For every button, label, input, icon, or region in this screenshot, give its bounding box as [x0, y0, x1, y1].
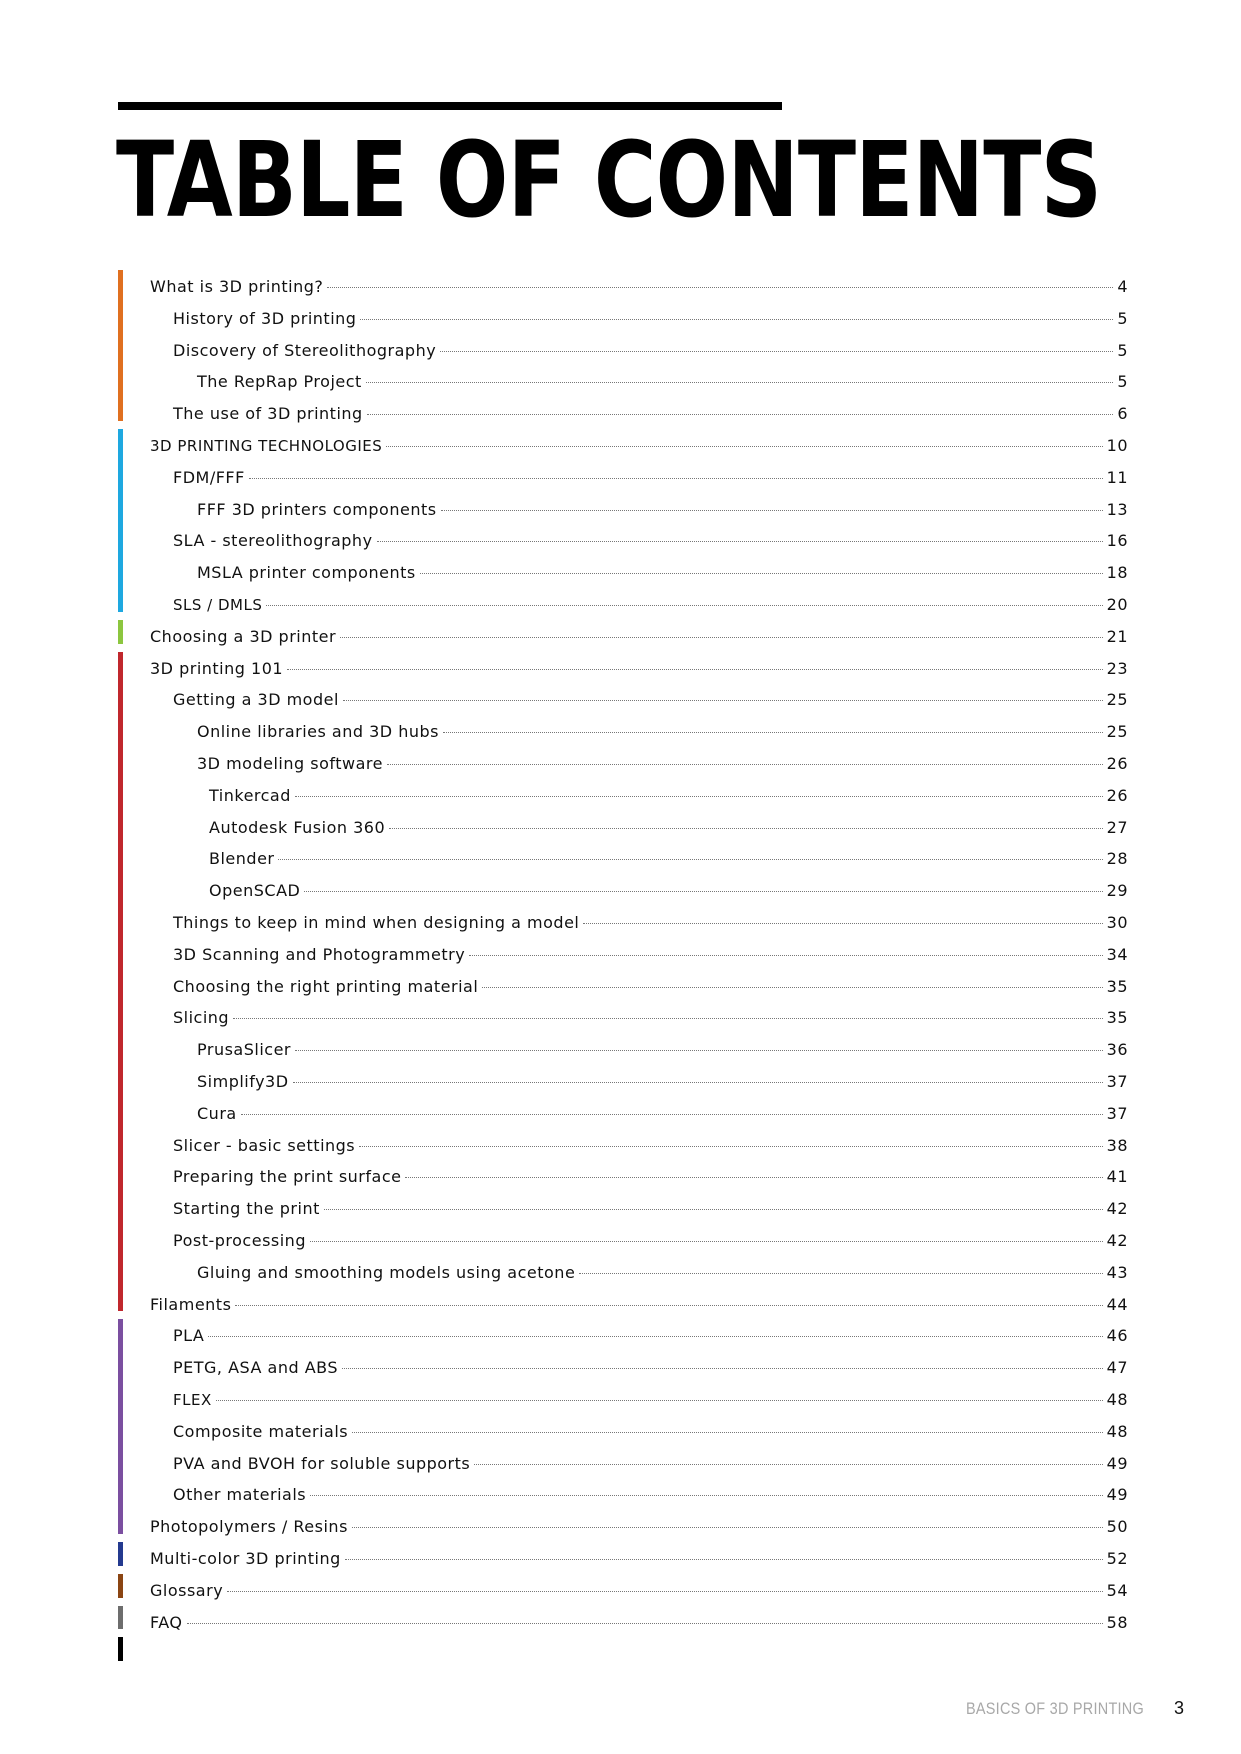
- toc-leader-dots: [352, 1432, 1103, 1433]
- toc-leader-dots: [352, 1527, 1103, 1528]
- title-rule: [118, 102, 782, 110]
- toc-entry[interactable]: [173, 1186, 1128, 1218]
- toc-leader-dots: [216, 1400, 1103, 1401]
- toc-entry-page: 43: [1106, 1262, 1128, 1282]
- toc-entry[interactable]: [173, 1441, 1128, 1473]
- toc-entry-label: Tinkercad: [209, 785, 291, 805]
- toc-leader-dots: [304, 891, 1102, 892]
- footer-label: BASICS OF 3D PRINTING: [966, 1699, 1144, 1718]
- toc-entry-label: FLEX: [173, 1391, 212, 1409]
- toc-entry-page: 13: [1106, 499, 1128, 519]
- toc-leader-dots: [367, 414, 1114, 415]
- toc-entry-label: MSLA printer components: [197, 563, 416, 583]
- toc-entry-page: 23: [1106, 658, 1128, 678]
- toc-entry[interactable]: [209, 836, 1128, 868]
- toc-entry-page: 5: [1117, 372, 1128, 392]
- toc-entry-label: 3D printing 101: [150, 658, 284, 678]
- toc-entry-page: 25: [1106, 690, 1128, 710]
- toc-leader-dots: [241, 1114, 1103, 1115]
- toc-leader-dots: [443, 732, 1103, 733]
- toc-entry-page: 42: [1106, 1231, 1128, 1250]
- toc-leader-dots: [366, 382, 1114, 383]
- toc-leader-dots: [233, 1018, 1103, 1019]
- toc-entry[interactable]: [150, 614, 1128, 646]
- toc-entry-label: FDM/FFF: [173, 467, 245, 487]
- toc-entry[interactable]: [197, 1091, 1128, 1123]
- toc-leader-dots: [295, 1050, 1103, 1051]
- toc-leader-dots: [310, 1495, 1103, 1496]
- toc-entry[interactable]: [173, 932, 1128, 964]
- section-color-bar: [118, 1574, 123, 1598]
- toc-entry-label: Autodesk Fusion 360: [209, 817, 386, 837]
- toc-leader-dots: [360, 319, 1113, 320]
- toc-entry-page: 34: [1106, 944, 1128, 964]
- toc-entry-page: 27: [1106, 817, 1128, 837]
- toc-leader-dots: [227, 1591, 1102, 1592]
- toc-entry-page: 48: [1106, 1421, 1128, 1441]
- toc-entry-label: PrusaSlicer: [197, 1040, 291, 1060]
- toc-leader-dots: [579, 1273, 1102, 1274]
- toc-entry[interactable]: [150, 264, 1128, 296]
- toc-leader-dots: [441, 510, 1103, 511]
- section-color-bar: [118, 1637, 123, 1661]
- toc-entry-label: Slicing: [173, 1008, 230, 1028]
- toc-leader-dots: [359, 1146, 1103, 1147]
- toc-entry-label: Composite materials: [173, 1421, 349, 1441]
- toc-entry[interactable]: [173, 1409, 1128, 1441]
- toc-entry-label: Things to keep in mind when designing a model: [173, 913, 580, 932]
- toc-entry-label: Simplify3D: [197, 1072, 289, 1091]
- section-color-bar: [118, 1606, 123, 1630]
- toc-leader-dots: [405, 1177, 1102, 1178]
- toc-entry-page: 52: [1106, 1549, 1128, 1568]
- toc-entry-label: Gluing and smoothing models using acetone: [197, 1262, 576, 1282]
- toc-entry-label: 3D PRINTING TECHNOLOGIES: [150, 437, 383, 455]
- toc-leader-dots: [249, 478, 1103, 479]
- toc-entry-label: 3D Scanning and Photogrammetry: [173, 944, 466, 964]
- toc-entry-page: 26: [1106, 785, 1128, 805]
- toc-entry-label: Online libraries and 3D hubs: [197, 722, 439, 742]
- toc-entry[interactable]: [150, 1504, 1128, 1536]
- toc-entry-label: History of 3D printing: [173, 308, 357, 328]
- toc-entry[interactable]: [173, 1218, 1128, 1250]
- toc-entry-page: 4: [1117, 277, 1128, 296]
- toc-entry-page: 18: [1106, 563, 1128, 583]
- toc-entry-label: Multi-color 3D printing: [150, 1549, 341, 1568]
- footer-page-number: 3: [1174, 1698, 1185, 1718]
- toc-entry-page: 5: [1117, 340, 1128, 360]
- toc-entry-page: 42: [1106, 1199, 1128, 1219]
- toc-entry-page: 20: [1106, 595, 1128, 614]
- toc-entry-label: What is 3D printing?: [150, 277, 324, 296]
- toc-entry-page: 11: [1106, 467, 1128, 487]
- toc-entry-label: Preparing the print surface: [173, 1167, 402, 1187]
- toc-entry[interactable]: [173, 1313, 1128, 1345]
- toc-entry[interactable]: [173, 296, 1128, 328]
- toc-entry[interactable]: [173, 1472, 1128, 1504]
- toc-leader-dots: [482, 987, 1102, 988]
- toc-leader-dots: [440, 351, 1113, 352]
- toc-leader-dots: [278, 859, 1102, 860]
- toc-entry-page: 21: [1106, 626, 1128, 646]
- toc-entry[interactable]: [197, 741, 1128, 773]
- toc-entry-page: 49: [1106, 1485, 1128, 1505]
- toc-entry-page: 30: [1106, 913, 1128, 932]
- section-color-bar: [118, 1319, 123, 1534]
- toc-entry-page: 49: [1106, 1453, 1128, 1473]
- toc-leader-dots: [469, 955, 1102, 956]
- toc-entry[interactable]: [150, 646, 1128, 678]
- toc-entry-page: 26: [1106, 754, 1128, 773]
- toc-entry[interactable]: [173, 391, 1128, 423]
- toc-entry-label: OpenSCAD: [209, 881, 301, 901]
- toc-entry-label: FAQ: [150, 1612, 183, 1632]
- toc-leader-dots: [474, 1464, 1102, 1465]
- toc-leader-dots: [266, 605, 1102, 606]
- toc-leader-dots: [420, 573, 1103, 574]
- toc-entry[interactable]: [173, 455, 1128, 487]
- toc-entry-label: PLA: [173, 1326, 205, 1346]
- section-color-bar: [118, 270, 123, 421]
- toc-entry[interactable]: [173, 1123, 1128, 1155]
- toc-entry[interactable]: [173, 518, 1128, 550]
- toc-entry-page: 6: [1117, 404, 1128, 424]
- toc-entry-label: Glossary: [150, 1580, 224, 1600]
- toc-leader-dots: [340, 637, 1103, 638]
- toc-entry-label: Choosing a 3D printer: [150, 626, 337, 646]
- toc-entry[interactable]: [150, 1600, 1128, 1632]
- toc-entry-label: Starting the print: [173, 1199, 320, 1219]
- toc-entry[interactable]: [173, 582, 1128, 614]
- toc-entry-page: 5: [1117, 308, 1128, 328]
- toc-leader-dots: [387, 764, 1103, 765]
- toc-entry[interactable]: [197, 709, 1128, 741]
- toc-leader-dots: [377, 541, 1103, 542]
- toc-entry[interactable]: [173, 1345, 1128, 1377]
- toc-entry-page: 38: [1106, 1135, 1128, 1155]
- toc-entry-label: Cura: [197, 1103, 237, 1123]
- toc-entry-label: Discovery of Stereolithography: [173, 340, 437, 360]
- section-color-bar: [118, 429, 123, 612]
- toc-entry-label: PVA and BVOH for soluble supports: [173, 1453, 471, 1473]
- toc-leader-dots: [235, 1305, 1102, 1306]
- toc-entry[interactable]: [173, 677, 1128, 709]
- toc-leader-dots: [583, 923, 1102, 924]
- toc-entry-label: The use of 3D printing: [173, 404, 363, 424]
- toc-entry[interactable]: [197, 550, 1128, 582]
- toc-leader-dots: [287, 669, 1103, 670]
- toc-entry-label: 3D modeling software: [197, 754, 383, 773]
- toc-entry[interactable]: [150, 1536, 1128, 1568]
- toc-entry[interactable]: [150, 423, 1128, 455]
- toc-entry-label: Choosing the right printing material: [173, 976, 479, 996]
- toc-entry[interactable]: [173, 995, 1128, 1027]
- toc-leader-dots: [324, 1209, 1103, 1210]
- section-color-bar: [118, 1542, 123, 1566]
- toc-leader-dots: [208, 1336, 1102, 1337]
- toc-entry-label: PETG, ASA and ABS: [173, 1358, 339, 1378]
- toc-entry-page: 46: [1106, 1326, 1128, 1346]
- toc-entry[interactable]: [150, 1282, 1128, 1314]
- toc-entry[interactable]: [197, 1250, 1128, 1282]
- toc-leader-dots: [345, 1559, 1103, 1560]
- toc-entry[interactable]: [209, 868, 1128, 900]
- toc-entry[interactable]: [173, 1154, 1128, 1186]
- toc-entry-label: SLA - stereolithography: [173, 531, 373, 551]
- toc-entry-page: 29: [1106, 881, 1128, 901]
- toc-entry[interactable]: [197, 359, 1128, 391]
- toc-entry-page: 10: [1106, 436, 1128, 455]
- toc-entry[interactable]: [197, 487, 1128, 519]
- toc-entry-page: 37: [1106, 1103, 1128, 1123]
- toc-entry[interactable]: [197, 1027, 1128, 1059]
- toc-entry[interactable]: [173, 328, 1128, 360]
- toc-entry-label: Getting a 3D model: [173, 690, 339, 710]
- toc-entry[interactable]: [173, 900, 1128, 932]
- toc-entry[interactable]: [173, 964, 1128, 996]
- toc-entry[interactable]: [150, 1568, 1128, 1600]
- toc-entry-page: 41: [1106, 1167, 1128, 1187]
- toc-entry[interactable]: [209, 773, 1128, 805]
- page-title: TABLE OF CONTENTS: [116, 119, 1102, 241]
- toc-entry-page: 58: [1106, 1612, 1128, 1632]
- toc-entry-label: Slicer - basic settings: [173, 1135, 356, 1155]
- toc-leader-dots: [293, 1082, 1103, 1083]
- toc-leader-dots: [343, 700, 1103, 701]
- toc-entry[interactable]: [173, 1377, 1128, 1409]
- toc-entry-page: 36: [1106, 1040, 1128, 1060]
- toc-entry-label: Filaments: [150, 1294, 232, 1314]
- toc-entry-label: Photopolymers / Resins: [150, 1517, 348, 1537]
- section-color-bar: [118, 652, 123, 1312]
- toc-entry-label: SLS / DMLS: [173, 596, 263, 614]
- toc-entry-page: 48: [1106, 1390, 1128, 1409]
- toc-leader-dots: [327, 287, 1113, 288]
- section-color-bar: [118, 620, 123, 644]
- toc-entry-page: 54: [1106, 1580, 1128, 1600]
- toc-entry-label: Post-processing: [173, 1231, 306, 1250]
- toc-entry[interactable]: [209, 805, 1128, 837]
- toc-entry-label: Other materials: [173, 1485, 307, 1505]
- toc-entry-page: 44: [1106, 1294, 1128, 1314]
- toc-leader-dots: [187, 1623, 1103, 1624]
- toc-entry-page: 50: [1106, 1517, 1128, 1537]
- toc-entry-page: 37: [1106, 1072, 1128, 1091]
- toc-entry-page: 47: [1106, 1358, 1128, 1378]
- toc-leader-dots: [389, 828, 1103, 829]
- toc-entry-label: The RepRap Project: [197, 372, 362, 392]
- toc-leader-dots: [310, 1241, 1103, 1242]
- toc-entry-page: 35: [1106, 1008, 1128, 1028]
- toc-entry-label: Blender: [209, 849, 275, 869]
- toc-leader-dots: [342, 1368, 1103, 1369]
- toc-leader-dots: [295, 796, 1103, 797]
- toc-leader-dots: [386, 446, 1102, 447]
- toc-entry-page: 28: [1106, 849, 1128, 869]
- toc-entry-page: 35: [1106, 976, 1128, 996]
- toc-entry[interactable]: [197, 1059, 1128, 1091]
- toc-entry-page: 25: [1106, 722, 1128, 742]
- toc-entry-label: FFF 3D printers components: [197, 499, 437, 519]
- toc-entry-page: 16: [1106, 531, 1128, 551]
